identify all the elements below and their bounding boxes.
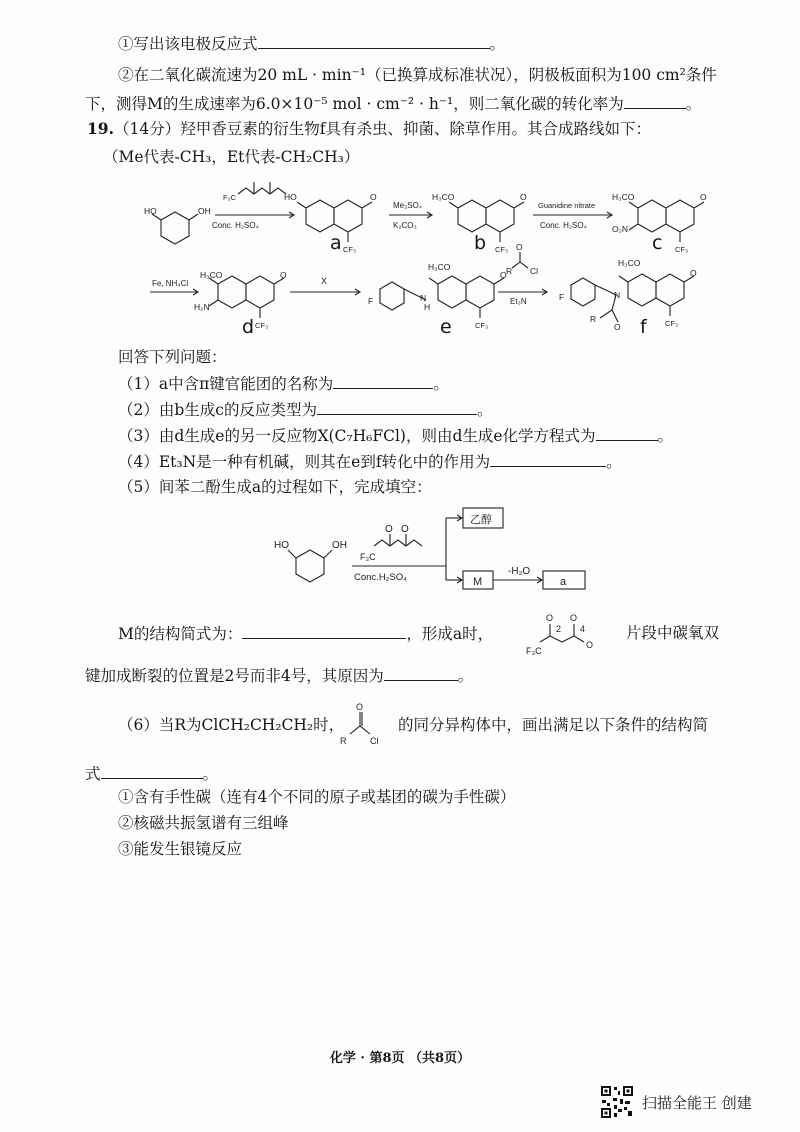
svg-text:O: O xyxy=(385,524,393,535)
synthesis-scheme xyxy=(0,170,800,350)
answer-blank[interactable] xyxy=(624,92,686,109)
svg-text:HO: HO xyxy=(274,540,289,551)
svg-text:O: O xyxy=(546,613,554,623)
reagent-guanidine-nitrate: Guanidine nitrate xyxy=(538,201,596,210)
svg-text:H₃CO: H₃CO xyxy=(428,262,451,272)
reagent-conc-h2so4-3: Conc.H₂SO₄ xyxy=(354,572,407,583)
q18-line1: ①写出该电极反应式 。 xyxy=(118,32,505,55)
label-f: f xyxy=(640,316,647,338)
qr-code-icon xyxy=(600,1085,634,1119)
condition-3: ③能发生银镜反应 xyxy=(118,840,243,858)
minus-water-label: -H₂O xyxy=(508,566,531,577)
svg-text:O: O xyxy=(280,270,287,280)
reagent-x: X xyxy=(321,276,328,286)
svg-text:O: O xyxy=(500,270,507,280)
compound-e-ring xyxy=(438,276,466,308)
q19-heading: 19.（14分）羟甲香豆素的衍生物f具有杀虫、抑菌、除草作用。其合成路线如下： xyxy=(87,119,651,138)
sub-question-1: （1）a中含π键官能团的名称为 。 xyxy=(118,372,449,395)
scanner-watermark: 扫描全能王 创建 xyxy=(642,1094,752,1112)
svg-text:O: O xyxy=(690,268,697,278)
svg-text:Cl: Cl xyxy=(370,736,379,746)
sub-question-5-m-tail: 片段中碳氧双 xyxy=(626,624,720,642)
q18-line1-text: ①写出该电极反应式 xyxy=(118,35,258,53)
svg-text:CF₃: CF₃ xyxy=(495,245,509,254)
sub-question-5-reason: 键加成断裂的位置是2号而非4号，其原因为 。 xyxy=(85,664,473,687)
condition-2: ②核磁共振氢谱有三组峰 xyxy=(118,814,289,832)
q18-line2: ②在二氧化碳流速为20 mL · min⁻¹（已换算成标准状况），阴极板面积为100 cm²条件 xyxy=(118,66,717,84)
svg-text:O: O xyxy=(586,640,594,650)
answer-blank[interactable] xyxy=(490,450,606,467)
svg-text:OH: OH xyxy=(332,540,347,551)
answer-prompt: 回答下列问题： xyxy=(118,348,227,366)
answer-blank[interactable] xyxy=(333,372,433,389)
svg-text:O: O xyxy=(356,702,364,712)
reagent-et3n: Et₃N xyxy=(510,297,527,306)
svg-text:HO: HO xyxy=(284,192,297,202)
svg-text:Cl: Cl xyxy=(530,266,539,276)
reagent-fe-nh4cl: Fe, NH₄Cl xyxy=(152,279,189,288)
sub-question-6-answer: 式 。 xyxy=(85,762,218,785)
q19-note: （Me代表-CH₃，Et代表-CH₂CH₃） xyxy=(103,148,360,166)
label-a: a xyxy=(330,232,342,254)
condition-1: ①含有手性碳（连有4个不同的原子或基团的碳为手性碳） xyxy=(118,788,516,806)
svg-text:R: R xyxy=(506,266,513,276)
answer-blank[interactable] xyxy=(596,424,658,441)
label-b: b xyxy=(474,232,487,254)
svg-text:O: O xyxy=(570,613,578,623)
ethanol-label: 乙醇 xyxy=(470,514,492,526)
svg-text:F₃C: F₃C xyxy=(526,646,542,656)
svg-text:H₃CO: H₃CO xyxy=(612,192,635,202)
answer-blank[interactable] xyxy=(317,398,477,415)
svg-text:O: O xyxy=(520,192,527,202)
answer-blank[interactable] xyxy=(384,664,458,681)
svg-text:CF₃: CF₃ xyxy=(675,245,689,254)
answer-blank[interactable] xyxy=(101,762,203,779)
sub-question-4: （4）Et₃N是一种有机碱，则其在e到f转化中的作用为 。 xyxy=(118,450,622,473)
answer-blank[interactable] xyxy=(242,622,406,639)
a-label: a xyxy=(560,576,567,588)
svg-text:F₃C: F₃C xyxy=(223,193,237,202)
svg-text:4: 4 xyxy=(580,624,586,634)
sub-question-6-tail: 的同分异构体中，画出满足以下条件的结构简 xyxy=(398,716,709,734)
svg-text:H₃CO: H₃CO xyxy=(200,270,223,280)
sub-question-6: （6）当R为ClCH₂CH₂CH₂时， xyxy=(118,716,345,734)
label-d: d xyxy=(242,316,255,338)
svg-text:O: O xyxy=(700,192,707,202)
svg-text:CF₃: CF₃ xyxy=(255,321,269,330)
resorcinol-ring xyxy=(161,212,189,244)
svg-text:H₃CO: H₃CO xyxy=(618,258,641,268)
reagent-me2so4: Me₂SO₄ xyxy=(393,201,423,210)
reagent-conc-h2so4: Conc. H₂SO₄ xyxy=(212,221,259,230)
svg-text:CF₃: CF₃ xyxy=(475,321,489,330)
svg-text:F₃C: F₃C xyxy=(360,552,376,562)
answer-blank[interactable] xyxy=(258,32,490,49)
compound-c-ring xyxy=(638,200,666,232)
svg-text:H: H xyxy=(424,302,431,312)
sub-question-5-m: M的结构简式为： ，形成a时， xyxy=(118,622,493,645)
svg-text:CF₃: CF₃ xyxy=(665,319,679,328)
svg-text:F: F xyxy=(368,296,374,306)
resorcinol-to-a-scheme xyxy=(250,498,600,598)
svg-text:H₂N: H₂N xyxy=(194,302,210,312)
label-c: c xyxy=(652,232,663,254)
svg-text:O₂N: O₂N xyxy=(612,224,629,234)
label-e: e xyxy=(440,316,452,338)
svg-text:H₃CO: H₃CO xyxy=(432,192,455,202)
reagent-k2co3: K₂CO₃ xyxy=(393,221,417,230)
svg-text:R: R xyxy=(590,314,597,324)
svg-text:O: O xyxy=(614,322,621,332)
sub-question-2: （2）由b生成c的反应类型为 。 xyxy=(118,398,492,421)
reagent-conc-h2so4-2: Conc. H₂SO₄ xyxy=(540,221,587,230)
q18-line3: 下，测得M的生成速率为6.0×10⁻⁵ mol · cm⁻² · h⁻¹，则二氧化碳的转化率为 。 xyxy=(85,92,701,115)
m-label: M xyxy=(473,576,483,588)
sub-question-5: （5）间苯二酚生成a的过程如下，完成填空： xyxy=(118,478,432,496)
compound-b-ring xyxy=(458,200,486,232)
compound-f-ring xyxy=(628,274,656,306)
compound-f-benzyl-ring xyxy=(571,278,595,306)
svg-text:O: O xyxy=(401,524,409,535)
svg-text:N: N xyxy=(420,293,427,303)
svg-text:N: N xyxy=(614,290,621,300)
sub-question-3: （3）由d生成e的另一反应物X(C₇H₆FCl)，则由d生成e化学方程式为 。 xyxy=(118,424,673,447)
svg-text:F: F xyxy=(559,292,565,302)
compound-d-ring xyxy=(218,276,246,308)
svg-text:O: O xyxy=(516,242,523,252)
svg-text:OH: OH xyxy=(198,206,211,216)
compound-e-benzyl-ring xyxy=(380,282,404,310)
svg-text:R: R xyxy=(340,736,347,746)
svg-text:HO: HO xyxy=(144,206,157,216)
page-footer: 化学 · 第8页 （共8页） xyxy=(329,1051,471,1066)
acyl-chloride-structure xyxy=(336,700,392,748)
compound-a-ring xyxy=(306,200,334,232)
keto-ester-fragment xyxy=(520,608,610,660)
svg-text:2: 2 xyxy=(556,624,562,634)
svg-text:CF₃: CF₃ xyxy=(343,245,357,254)
svg-text:O: O xyxy=(370,192,377,202)
